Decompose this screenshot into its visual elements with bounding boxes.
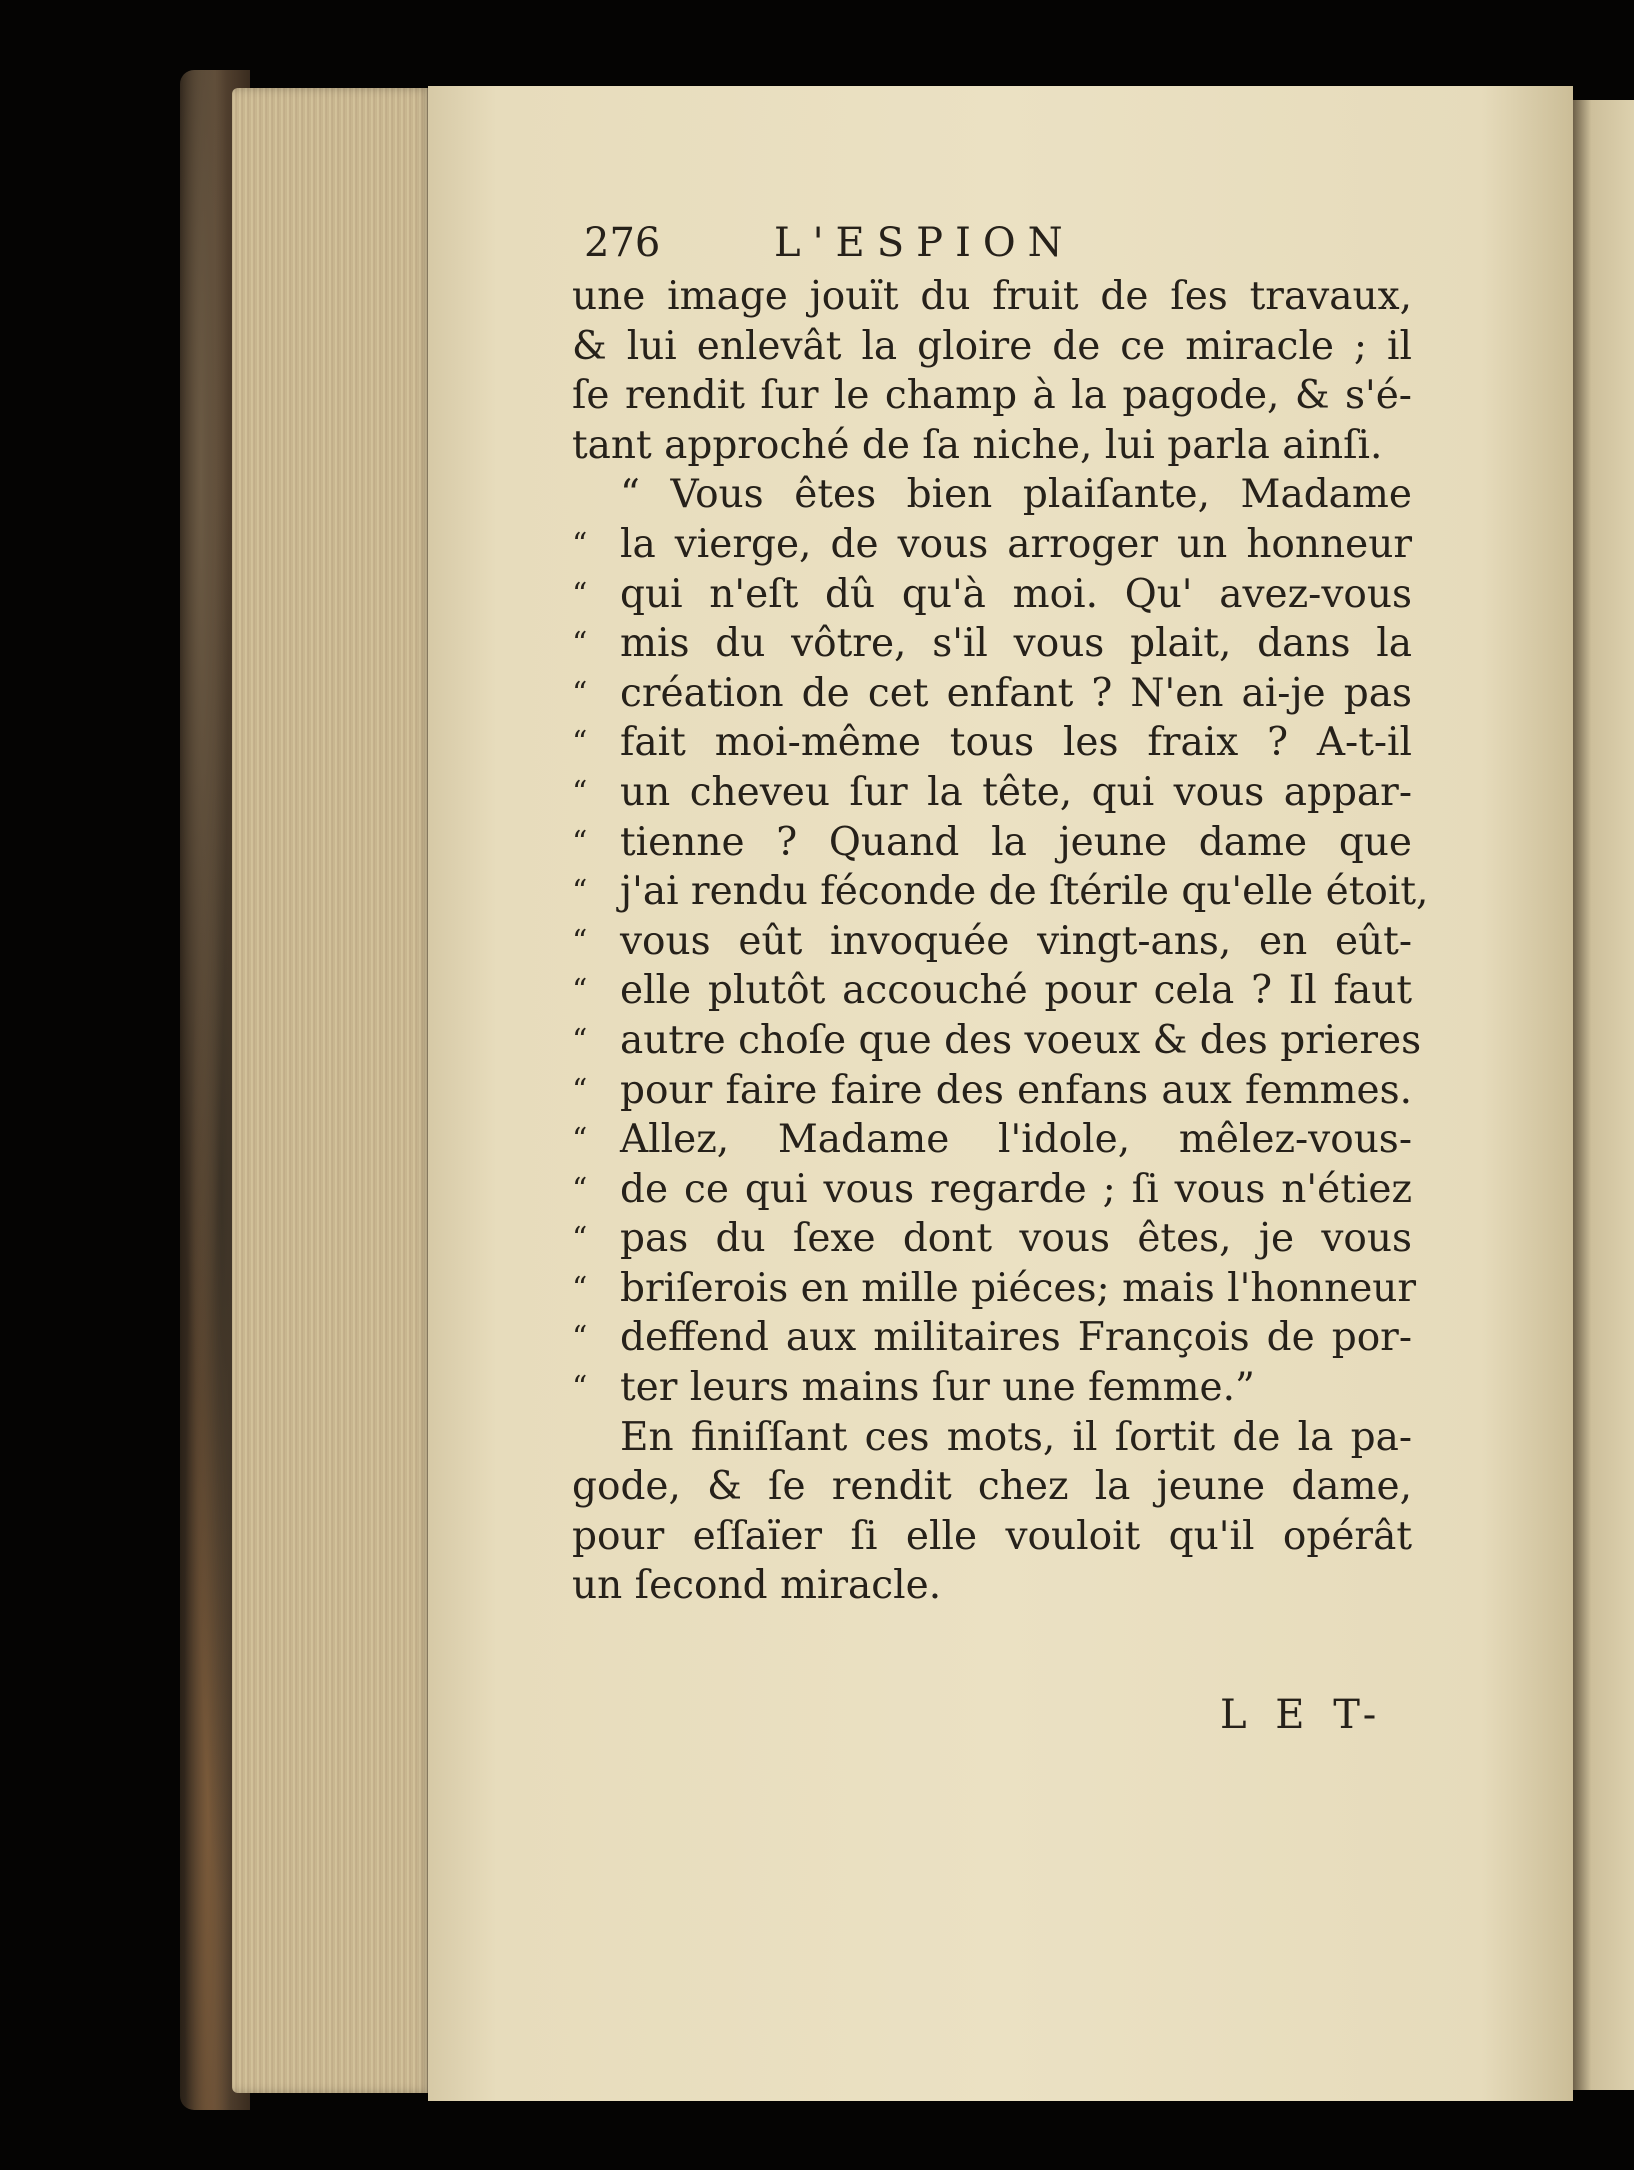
text-line: & lui enlevât la gloire de ce miracle ; il bbox=[572, 323, 1412, 369]
text-line: “ pas du ſexe dont vous êtes, je vous bbox=[572, 1216, 1412, 1262]
text-line: “ qui n'eſt dû qu'à moi. Qu' avez-vous bbox=[572, 571, 1412, 617]
page-text bbox=[572, 208, 1429, 1611]
catchword: L E T- bbox=[1220, 1692, 1385, 1738]
text-line: “ de ce qui vous regarde ; ſi vous n'étiez bbox=[572, 1166, 1412, 1212]
facing-page-edge bbox=[1573, 100, 1634, 2090]
text-line: “ deffend aux militaires François de por- bbox=[572, 1315, 1412, 1361]
text-line: “ mis du vôtre, s'il vous plait, dans la bbox=[572, 621, 1412, 667]
text-line: un ſecond miracle. bbox=[572, 1563, 942, 1609]
text-line: “ ter leurs mains ſur une femme.” bbox=[572, 1365, 1255, 1411]
text-line: “ vous eût invoquée vingt-ans, en eût- bbox=[572, 918, 1412, 964]
text-line: “ tienne ? Quand la jeune dame que bbox=[572, 819, 1412, 865]
text-line: “ Vous êtes bien plaiſante, Madame bbox=[620, 472, 1412, 518]
text-line: “ briſerois en mille piéces; mais l'honneur bbox=[572, 1265, 1417, 1311]
text-line: “ Allez, Madame l'idole, mêlez-vous- bbox=[572, 1117, 1412, 1163]
text-line: une image jouït du fruit de ſes travaux, bbox=[572, 274, 1412, 319]
text-line: “ création de cet enfant ? N'en ai-je pas bbox=[572, 670, 1412, 716]
text-line: “ elle plutôt accouché pour cela ? Il faut bbox=[572, 968, 1412, 1014]
page-header bbox=[572, 208, 1412, 272]
text-line: gode, & ſe rendit chez la jeune dame, bbox=[572, 1464, 1412, 1510]
text-line: “ autre choſe que des voeux & des prieres bbox=[572, 1017, 1422, 1063]
page-edges bbox=[232, 88, 432, 2093]
text-line: “ la vierge, de vous arroger un honneur bbox=[572, 521, 1412, 567]
text-line: En finiſſant ces mots, il ſortit de la pa- bbox=[620, 1414, 1412, 1460]
text-line: pour eſſaïer ſi elle vouloit qu'il opérât bbox=[572, 1513, 1412, 1559]
text-line: ſe rendit ſur le champ à la pagode, & s'é- bbox=[572, 373, 1412, 419]
text-line: “ fait moi-même tous les fraix ? A-t-il bbox=[572, 720, 1412, 766]
text-line: “ pour faire faire des enfans aux femmes. bbox=[572, 1067, 1412, 1113]
text-line: “ un cheveu ſur la tête, qui vous appar- bbox=[572, 769, 1412, 815]
text-line: “ j'ai rendu féconde de ſtérile qu'elle étoit, bbox=[572, 869, 1429, 915]
text-line: tant approché de ſa niche, lui parla ainſi. bbox=[572, 422, 1383, 468]
running-title: L'ESPION bbox=[774, 220, 1075, 266]
page-number: 276 bbox=[584, 220, 661, 266]
